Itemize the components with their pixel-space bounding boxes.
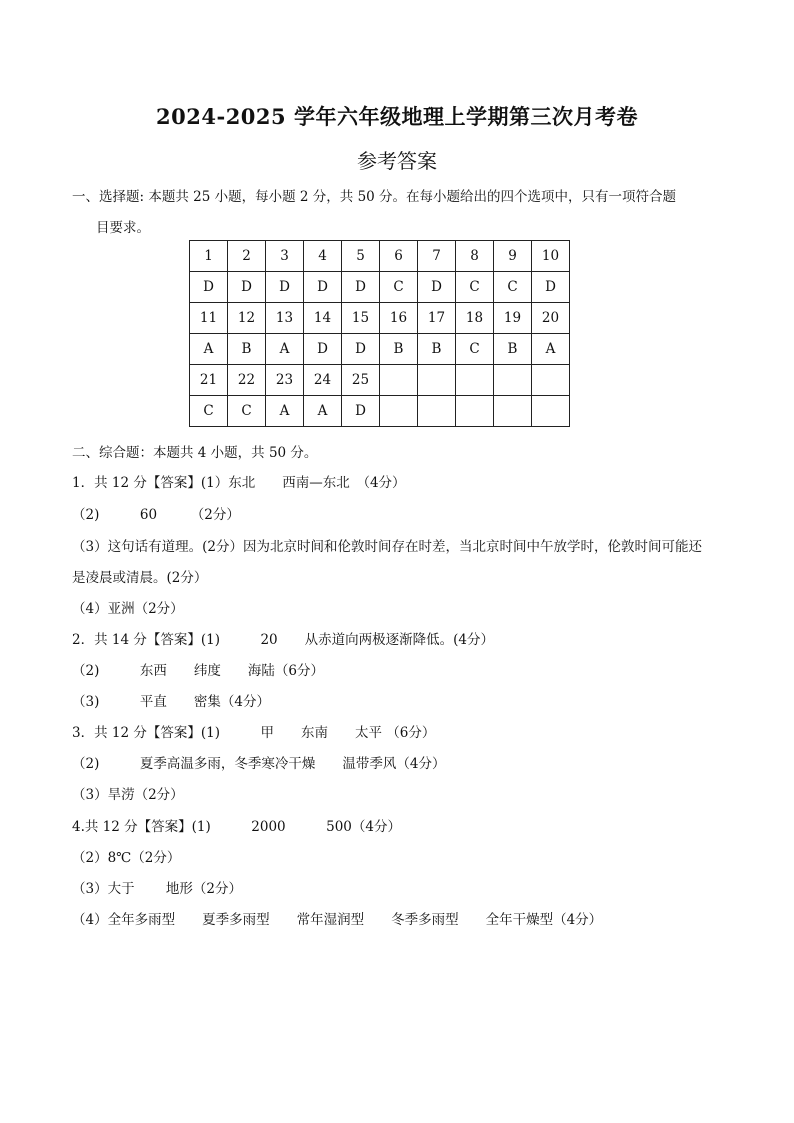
question-number-cell: 16 — [380, 303, 418, 334]
q4-answer-4: （4）全年多雨型 夏季多雨型 常年湿润型 冬季多雨型 全年干燥型（4分） — [72, 912, 603, 928]
answer-cell: D — [342, 396, 380, 427]
question-number-cell: 3 — [266, 241, 304, 272]
answer-cell: D — [190, 272, 228, 303]
q2-answer-2: （2) 东西 纬度 海陆（6分） — [72, 663, 324, 679]
q3-answer-2: （2) 夏季高温多雨，冬季寒冷干燥 温带季风（4分） — [72, 756, 446, 772]
answer-table-row — [190, 241, 570, 272]
answer-table-row — [190, 303, 570, 334]
answer-cell: D — [228, 272, 266, 303]
question-number-cell: 15 — [342, 303, 380, 334]
q3-answer-3: （3）旱涝（2分） — [72, 787, 184, 803]
answer-cell: D — [304, 334, 342, 365]
answer-cell: C — [456, 334, 494, 365]
q1-answer-3-cont: 是凌晨或清晨。(2分） — [72, 570, 208, 586]
question-number-cell — [380, 365, 418, 396]
answer-table-row — [190, 334, 570, 365]
answer-cell — [532, 396, 570, 427]
answer-cell: A — [190, 334, 228, 365]
answer-cell: A — [532, 334, 570, 365]
answer-cell: D — [304, 272, 342, 303]
question-number-cell: 4 — [304, 241, 342, 272]
choice-answer-table — [189, 240, 570, 427]
answer-cell: A — [304, 396, 342, 427]
answer-cell: D — [266, 272, 304, 303]
answer-cell: B — [228, 334, 266, 365]
page-subtitle: 参考答案 — [357, 149, 437, 173]
answer-cell: D — [342, 272, 380, 303]
answer-cell: D — [342, 334, 380, 365]
answer-table-row — [190, 272, 570, 303]
q1-answer-1: 1．共 12 分【答案】(1）东北 西南—东北 （4分） — [72, 475, 406, 491]
question-number-cell: 23 — [266, 365, 304, 396]
question-number-cell: 7 — [418, 241, 456, 272]
question-number-cell — [418, 365, 456, 396]
question-number-cell: 6 — [380, 241, 418, 272]
question-number-cell: 14 — [304, 303, 342, 334]
question-number-cell: 1 — [190, 241, 228, 272]
page-title: 2024-2025 学年六年级地理上学期第三次月考卷 — [156, 104, 638, 129]
question-number-cell: 21 — [190, 365, 228, 396]
answer-cell: D — [532, 272, 570, 303]
question-number-cell: 24 — [304, 365, 342, 396]
answer-cell: C — [190, 396, 228, 427]
question-number-cell — [494, 365, 532, 396]
answer-cell — [494, 396, 532, 427]
question-number-cell: 13 — [266, 303, 304, 334]
q1-answer-4: （4）亚洲（2分） — [72, 601, 184, 617]
answer-table-row — [190, 396, 570, 427]
answer-cell — [418, 396, 456, 427]
answer-cell: B — [494, 334, 532, 365]
answer-cell — [456, 396, 494, 427]
section1-instructions: 一、选择题: 本题共 25 小题，每小题 2 分，共 50 分。在每小题给出的四个选项中，只有一项符合题 — [72, 189, 677, 205]
question-number-cell: 5 — [342, 241, 380, 272]
question-number-cell: 17 — [418, 303, 456, 334]
answer-cell — [380, 396, 418, 427]
answer-cell: C — [494, 272, 532, 303]
answer-cell: C — [380, 272, 418, 303]
q2-answer-1: 2．共 14 分【答案】(1) 20 从赤道向两极逐渐降低。(4分） — [72, 632, 495, 648]
question-number-cell: 11 — [190, 303, 228, 334]
q1-answer-3: （3）这句话有道理。(2分）因为北京时间和伦敦时间存在时差，当北京时间中午放学时，伦敦时间可能还 — [72, 539, 702, 555]
q2-answer-3: （3) 平直 密集（4分） — [72, 694, 270, 710]
section2-heading: 二、综合题：本题共 4 小题，共 50 分。 — [72, 445, 318, 461]
answer-cell: C — [456, 272, 494, 303]
q1-answer-2: （2) 60 （2分） — [72, 507, 240, 523]
answer-cell: D — [418, 272, 456, 303]
question-number-cell: 18 — [456, 303, 494, 334]
answer-cell: A — [266, 334, 304, 365]
q3-answer-1: 3．共 12 分【答案】(1) 甲 东南 太平 （6分） — [72, 725, 436, 741]
question-number-cell: 2 — [228, 241, 266, 272]
question-number-cell: 19 — [494, 303, 532, 334]
question-number-cell — [532, 365, 570, 396]
answer-cell: B — [418, 334, 456, 365]
question-number-cell: 10 — [532, 241, 570, 272]
section1-instructions-cont: 目要求。 — [96, 220, 150, 236]
answer-cell: A — [266, 396, 304, 427]
q4-answer-1: 4.共 12 分【答案】(1) 2000 500（4分） — [72, 819, 401, 835]
q4-answer-2: （2）8℃（2分） — [72, 850, 181, 866]
question-number-cell: 20 — [532, 303, 570, 334]
q4-answer-3: （3）大于 地形（2分） — [72, 881, 242, 897]
question-number-cell: 25 — [342, 365, 380, 396]
answer-cell: C — [228, 396, 266, 427]
question-number-cell: 9 — [494, 241, 532, 272]
question-number-cell: 22 — [228, 365, 266, 396]
answer-cell: B — [380, 334, 418, 365]
question-number-cell — [456, 365, 494, 396]
question-number-cell: 8 — [456, 241, 494, 272]
question-number-cell: 12 — [228, 303, 266, 334]
answer-table-row — [190, 365, 570, 396]
